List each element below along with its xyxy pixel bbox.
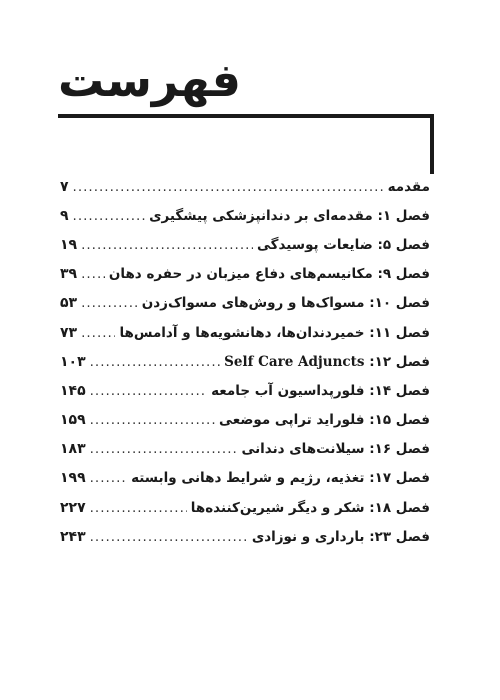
toc-page-number: ۹ — [60, 207, 69, 224]
toc-page-number: ۷۳ — [60, 324, 78, 341]
toc-entry-title: فصل ۱۷: تغذیه، رژیم و شرایط دهانی وابسته — [131, 470, 430, 487]
toc-page-number: ۱۴۵ — [60, 382, 86, 399]
toc-leader-dots — [90, 529, 248, 545]
toc-entry-title: فصل ۹: مکانیسم‌های دفاع میزبان در حفره دهان — [108, 266, 430, 283]
toc-entry-title: فصل ۱۲: Self Care Adjuncts — [224, 353, 430, 370]
toc-entry[interactable] — [60, 230, 430, 259]
toc-leader-dots — [90, 470, 127, 486]
toc-entry-title: فصل ۱: مقدمه‌ای بر دندانپزشکی پیشگیری — [149, 207, 430, 224]
toc-leader-dots — [81, 266, 105, 282]
toc-leader-dots — [73, 179, 384, 195]
toc-entry-title: فصل ۵: ضایعات پوسیدگی — [256, 236, 430, 253]
toc-page-number: ۱۹ — [60, 236, 78, 253]
toc-entry-title: فصل ۱۸: شکر و دیگر شیرین‌کننده‌ها — [190, 499, 430, 516]
toc-leader-dots — [81, 295, 138, 311]
page-title: فهرست — [58, 53, 242, 107]
toc-entry-title: فصل ۱۰: مسواک‌ها و روش‌های مسواک‌زدن — [141, 295, 430, 312]
toc-entry-title: فصل ۱۱: خمیردندان‌ها، دهانشویه‌ها و آدامس‌ها — [119, 324, 430, 341]
toc-leader-dots — [90, 441, 238, 457]
title-underline — [58, 114, 434, 118]
title-corner-rule — [430, 114, 434, 174]
toc-entry[interactable] — [60, 201, 430, 230]
toc-page-number: ۱۵۹ — [60, 412, 86, 429]
toc-leader-dots — [73, 208, 146, 224]
table-of-contents — [60, 172, 430, 551]
toc-page-number: ۱۸۳ — [60, 441, 86, 458]
toc-entry[interactable] — [60, 347, 430, 376]
toc-page-number: ۵۳ — [60, 295, 78, 312]
toc-entry[interactable] — [60, 172, 430, 201]
toc-entry[interactable] — [60, 464, 430, 493]
toc-leader-dots — [90, 383, 207, 399]
toc-entry-title: فصل ۱۵: فلوراید تراپی موضعی — [219, 412, 430, 429]
toc-entry[interactable] — [60, 493, 430, 522]
toc-entry[interactable] — [60, 260, 430, 289]
toc-leader-dots — [90, 354, 221, 370]
toc-page-number: ۲۲۷ — [60, 499, 86, 516]
toc-leader-dots — [81, 325, 115, 341]
toc-entry-title: مقدمه — [387, 178, 430, 195]
toc-leader-dots — [90, 412, 215, 428]
toc-page-number: ۱۰۳ — [60, 353, 86, 370]
toc-page-number: ۲۴۳ — [60, 528, 86, 545]
toc-entry[interactable] — [60, 318, 430, 347]
toc-page-number: ۳۹ — [60, 266, 78, 283]
toc-entry[interactable] — [60, 289, 430, 318]
toc-entry-title: فصل ۱۴: فلورپداسیون آب جامعه — [211, 382, 430, 399]
toc-entry[interactable] — [60, 376, 430, 405]
toc-entry[interactable] — [60, 435, 430, 464]
toc-leader-dots — [90, 500, 187, 516]
toc-entry[interactable] — [60, 522, 430, 551]
toc-page-number: ۷ — [60, 178, 69, 195]
toc-leader-dots — [81, 237, 253, 253]
toc-entry[interactable] — [60, 406, 430, 435]
toc-entry-title: فصل ۲۳: بارداری و نوزادی — [251, 528, 430, 545]
toc-page-number: ۱۹۹ — [60, 470, 86, 487]
toc-entry-title: فصل ۱۶: سیلانت‌های دندانی — [241, 441, 430, 458]
